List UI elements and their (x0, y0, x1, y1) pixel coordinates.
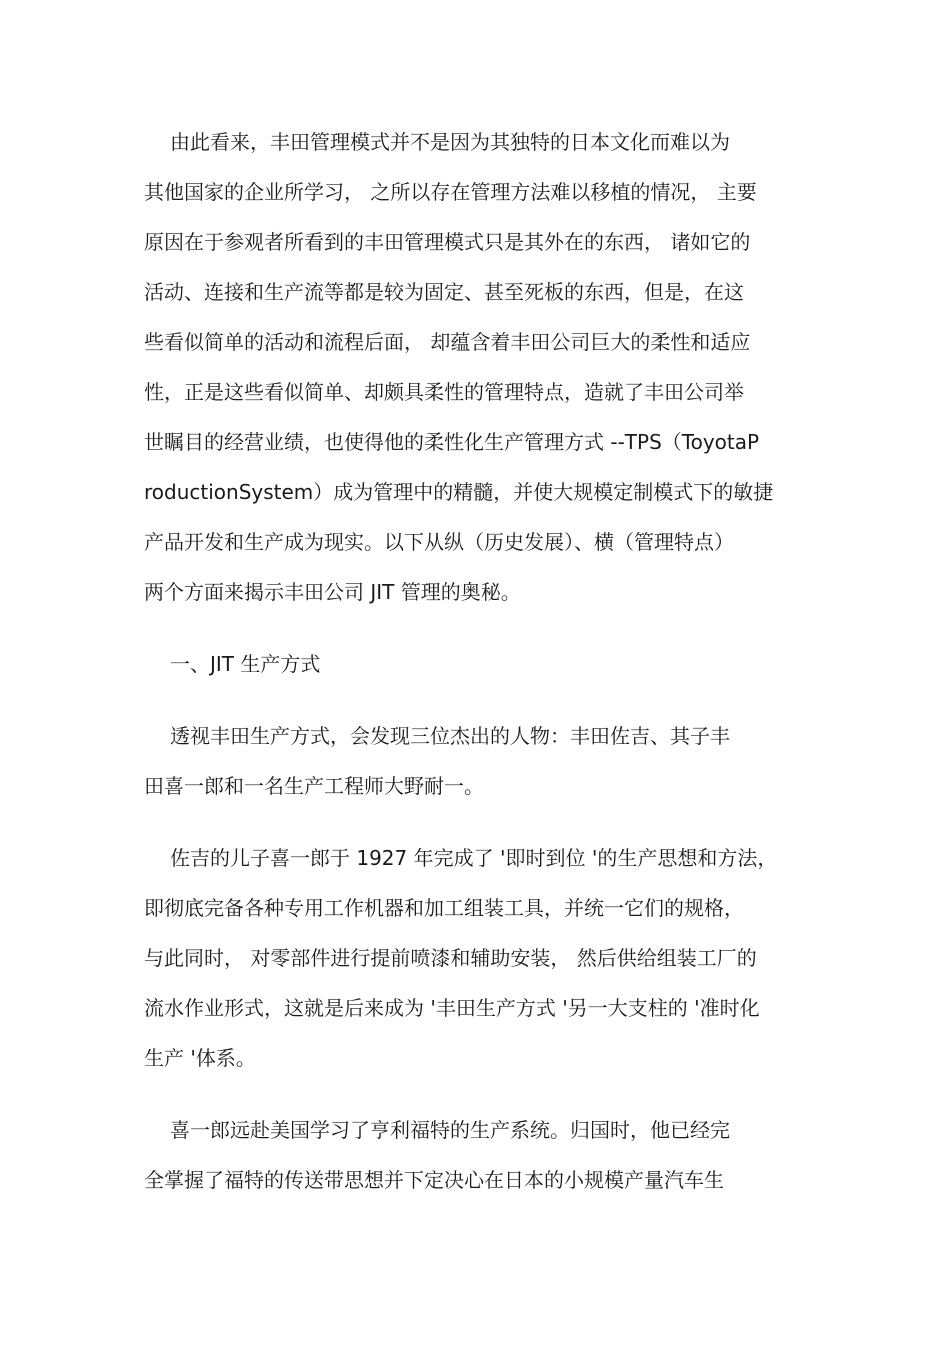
paragraph-4-line-1: 喜一郎远赴美国学习了亨利福特的生产系统。归国时，他已经完 (170, 1118, 730, 1142)
paragraph-1-line-2: 其他国家的企业所学习， 之所以存在管理方法难以移植的情况， 主要 (144, 180, 757, 204)
paragraph-1-line-7: 世瞩目的经营业绩，也使得他的柔性化生产管理方式 --TPS（ToyotaP (144, 430, 760, 454)
paragraph-1-line-6: 性，正是这些看似简单、却颇具柔性的管理特点，造就了丰田公司举 (144, 380, 744, 404)
paragraph-1-line-1: 由此看来，丰田管理模式并不是因为其独特的日本文化而难以为 (170, 130, 730, 154)
paragraph-3-line-2: 即彻底完备各种专用工作机器和加工组装工具，并统一它们的规格， (144, 896, 744, 920)
paragraph-1-line-3: 原因在于参观者所看到的丰田管理模式只是其外在的东西， 诸如它的 (144, 230, 751, 254)
paragraph-2-line-1: 透视丰田生产方式，会发现三位杰出的人物：丰田佐吉、其子丰 (170, 724, 730, 748)
paragraph-1-line-8: roductionSystem）成为管理中的精髓，并使大规模定制模式下的敏捷 (144, 480, 774, 504)
paragraph-1-line-10: 两个方面来揭示丰田公司 JIT 管理的奥秘。 (144, 580, 521, 604)
paragraph-2-line-2: 田喜一郎和一名生产工程师大野耐一。 (144, 774, 484, 798)
paragraph-1-line-4: 活动、连接和生产流等都是较为固定、甚至死板的东西，但是，在这 (144, 280, 744, 304)
paragraph-3-line-5: 生产 '体系。 (144, 1046, 256, 1070)
paragraph-4-line-2: 全掌握了福特的传送带思想并下定决心在日本的小规模产量汽车生 (144, 1168, 724, 1192)
paragraph-3-line-3: 与此同时， 对零部件进行提前喷漆和辅助安装， 然后供给组装工厂的 (144, 946, 757, 970)
paragraph-3-line-1: 佐吉的儿子喜一郎于 1927 年完成了 '即时到位 '的生产思想和方法， (170, 846, 778, 870)
paragraph-3-line-4: 流水作业形式，这就是后来成为 '丰田生产方式 '另一大支柱的 '准时化 (144, 996, 760, 1020)
paragraph-1-line-9: 产品开发和生产成为现实。以下从纵（历史发展）、横（管理特点） (144, 530, 734, 554)
section-heading: 一、JIT 生产方式 (170, 652, 321, 676)
paragraph-1-line-5: 些看似简单的活动和流程后面， 却蕴含着丰田公司巨大的柔性和适应 (144, 330, 751, 354)
